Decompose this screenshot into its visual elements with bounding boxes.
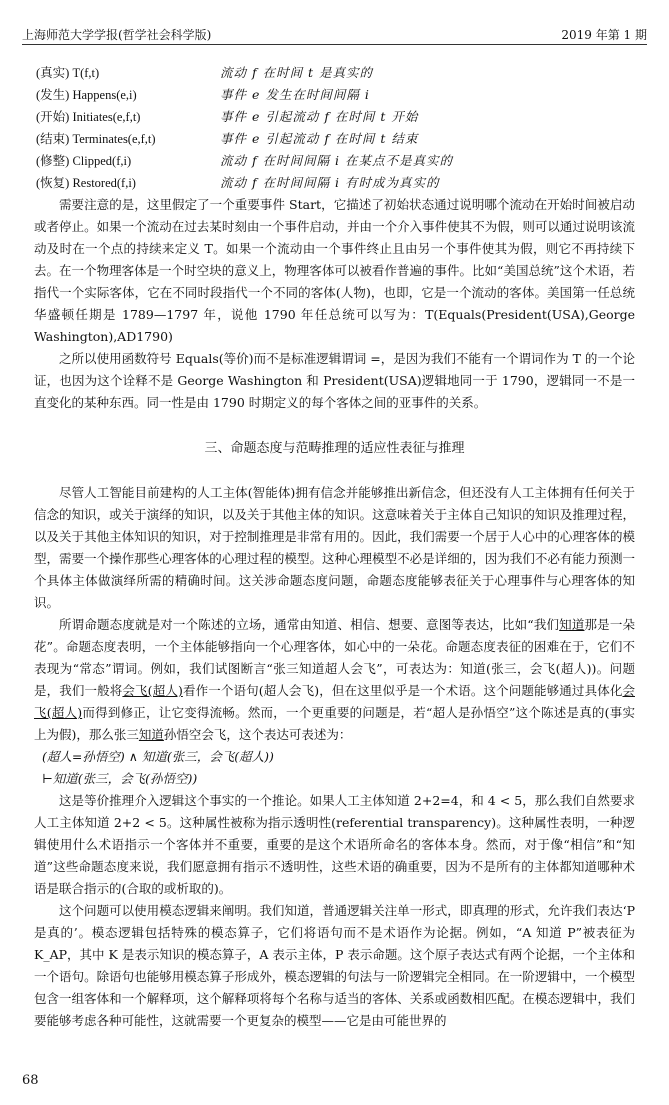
issue-label: 2019 年第 1 期 xyxy=(561,28,647,42)
paragraph-propositional-attitude: 所谓命题态度就是对一个陈述的立场，通常由知道、相信、想要、意图等表达，比如“我们知道那是一朵花”。命题态度表明，一个主体能够指向一个心理客体，如心中的一朵花。命题态度表征的困难在于，它们不表现为“常态”谓词。例如，我们试图断言“张三知道超人会飞”，可表达为：知道(张三，会飞(超人))。问题是，我们一般将会飞(超人)看作一个语句(超人会飞)，但在这里似乎是一个术语。这个问题能够通过具体化会飞(超人)而得到修正，让它变得流畅。然而，一个更重要的问题是，若“超人是孙悟空”这个陈述是真的(事实上为假)，那么张三知道孙悟空会飞，这个表达可表述为： xyxy=(34,617,635,742)
definition-item xyxy=(34,62,635,84)
definition-meaning: 事件 e 发生在时间间隔 i xyxy=(220,87,370,102)
underlined-term: 会飞(超人) xyxy=(122,683,183,698)
definition-term: (发生) Happens(e,i) xyxy=(36,88,137,102)
definition-term: (修整) Clipped(f,i) xyxy=(36,154,132,168)
paragraph-transparency: 这是等价推理介入逻辑这个事实的一个推论。如果人工主体知道 2+2=4，和 4 < 5，那么我们自然要求人工主体知道 2+2 < 5。这种属性被称为指示透明性(referential transparency)。这种属性表明，一种逻辑使用什么术语指示一个客体并不重要，重要的是这个术语所命名的客体本身。然而，对于像“相信”和“知道”这些命题态度来说，我们愿意拥有指示不透明性，这些术语的确重要，因为不是所有的主体都知道哪种术语是联合指示的(合取的或析取的)。 xyxy=(34,793,635,896)
article-body xyxy=(34,62,635,1032)
formula-premise: (超人=孙悟空) ∧ 知道(张三，会飞(超人)) xyxy=(42,749,274,764)
definition-term: (恢复) Restored(f,i) xyxy=(36,176,136,190)
definition-meaning: 流动 f 在时间间隔 i 有时成为真实的 xyxy=(220,175,440,190)
underlined-term: 会飞(超人) xyxy=(34,683,635,720)
formula-conclusion: ⊢知道(张三，会飞(孙悟空)) xyxy=(42,771,198,786)
definition-item xyxy=(34,84,635,106)
paragraph-start-event: 需要注意的是，这里假定了一个重要事件 Start，它描述了初始状态通过说明哪个流动在开始时间被启动或者停止。如果一个流动在过去某时刻由一个事件启动，并由一个介入事件使其不为假，则可以通过说明该流动及时在一个点的持续来定义 T。如果一个流动由一个事件终止且由另一个事件使其为假，则它不再持续下去。在一个物理客体是一个时空块的意义上，物理客体可以被看作普遍的事件。比如“美国总统”这个术语，若指代一个实际客体，它在不同时段指代一个不同的客体(人物)，也即，它是一个流动的客体。美国第一任总统华盛顿任期是 1789—1797 年，说他 1790 年任总统可以写为：T(Equals(President(USA),George Washington),AD1790) xyxy=(34,197,635,344)
definition-item xyxy=(34,172,635,194)
definition-meaning: 流动 f 在时间 t 是真实的 xyxy=(220,65,374,80)
definition-list xyxy=(34,62,635,194)
definition-term: (开始) Initiates(e,f,t) xyxy=(36,110,141,124)
definition-meaning: 事件 e 引起流动 f 在时间 t 开始 xyxy=(220,109,419,124)
journal-title: 上海师范大学学报(哲学社会科学版) xyxy=(22,28,212,42)
definition-item xyxy=(34,150,635,172)
section-title: 三、命题态度与范畴推理的适应性表征与推理 xyxy=(204,441,465,456)
paragraph-equals: 之所以使用函数符号 Equals(等价)而不是标准逻辑谓词 =，是因为我们不能有一个谓词作为 T 的一个论证，也因为这个诠释不是 George Washington 和 President(USA)逻辑地同一于 1790，逻辑同一不是一直变化的某种东西。同一性是由 1790 时期定义的每个客体之间的亚事件的关系。 xyxy=(34,351,635,410)
definition-meaning: 流动 f 在时间间隔 i 在某点不是真实的 xyxy=(220,153,454,168)
definition-item xyxy=(34,128,635,150)
definition-term: (结束) Terminates(e,f,t) xyxy=(36,132,156,146)
definition-meaning: 事件 e 引起流动 f 在时间 t 结束 xyxy=(220,131,419,146)
definition-item xyxy=(34,106,635,128)
page-number: 68 xyxy=(22,1073,39,1088)
paragraph-modal-logic: 这个问题可以使用模态逻辑来阐明。我们知道，普通逻辑关注单一形式，即真理的形式，允许我们表达‘P 是真的’。模态逻辑包括特殊的模态算子，它们将语句而不是术语作为论据。例如，“A 知道 P”被表征为 K_AP，其中 K 是表示知识的模态算子，A 表示主体，P 表示命题。这个原子表达式有两个论据，一个主体和一个语句。除语句也能够用模态算子形成外，模态逻辑的句法与一阶逻辑完全相同。在一阶逻辑中，一个模型包含一组客体和一个解释项，这个解释项将每个名称与适当的客体、关系或函数相匹配。在模态逻辑中，我们要能够考虑各种可能性，这就需要一个更复杂的模型——它是由可能世界的 xyxy=(34,903,635,1028)
underlined-term: 知道 xyxy=(559,617,585,632)
paragraph-intro: 尽管人工智能目前建构的人工主体(智能体)拥有信念并能够推出新信念，但还没有人工主体拥有任何关于信念的知识，或关于演绎的知识，以及关于其他主体的知识。这意味着关于主体自己知识的知识及推理过程，以及关于其他主体知识的知识，对于控制推理是非常有用的。因此，我们需要一个居于人心中的心理客体的模型，需要一个操作那些心理客体的心理过程的模型。这种心理模型不必是详细的，因为我们不必有能力预测一个具体主体做演绎所需的精确时间。这关涉命题态度问题，命题态度能够表征关于心理事件与心理客体的知识。 xyxy=(34,485,635,610)
underlined-term: 知道 xyxy=(138,727,164,742)
running-header xyxy=(22,24,647,45)
definition-term: (真实) T(f,t) xyxy=(36,66,100,80)
